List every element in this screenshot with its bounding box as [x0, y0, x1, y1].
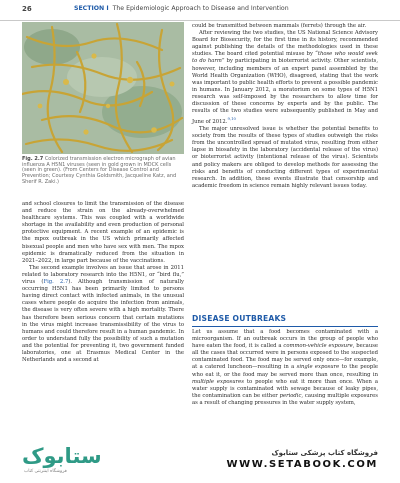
paragraph-text: ). Although transmission of naturally occurring H5N1 has been primarily limited to persons having direct contact with infected animals, in the unusual cases where people do acquire the infection from animals, the disease is very often severe with a high mortality. There has therefore been serious concern that certain mutations in the virus might increase transmissibility of the virus to humans and could therefore result in a human pandemic. In order to understand fully the possibility of such a mutation and the potential for preventing it, two government funded laboratories, one at Erasmus Medical Center in the Netherlands and a second at	[22, 279, 185, 364]
figure-caption	[22, 157, 184, 186]
watermark-brand: ستابوک	[22, 444, 102, 468]
right-column	[192, 23, 378, 190]
paragraph-text: The second example involves an issue that arose in 2011 related to laboratory research into the H5N1, or “bird flu,” virus (	[22, 264, 184, 286]
left-column	[22, 201, 184, 364]
virus-micrograph-figure	[22, 22, 184, 154]
page-number: 26	[22, 5, 32, 13]
italic-term: single exposure	[296, 364, 340, 371]
outbreaks-text	[192, 329, 378, 407]
watermark-tagline: فروشگاه اینترنتی کتاب	[24, 469, 67, 474]
paragraph	[192, 30, 378, 126]
citation-marker[interactable]: 9,10	[227, 116, 236, 122]
paragraph-text: After reviewing the two studies, the US National Science Advisory Board for Biosecurity, for the first time in its history, recommended against publishing the details of the methodologies used in these studies. The board cited potential misuse by “	[192, 30, 378, 58]
italic-term: periodic	[279, 392, 302, 399]
paragraph-text: ” by participating in bioterrorist activity. Other scientists, however, including members of an expert panel assembled by the World Health Organization (WHO), disagreed, stating that the work was important to public health efforts to prevent a possible pandemic in humans. In January 2012, a moratorium on some types of H5N1 research was self-imposed by the researchers to allow time for discussion of these concerns by experts and by the public. The results of the two studies were subsequently published in May and June of 2012.	[192, 58, 378, 125]
paragraph: The major unresolved issue is whether the potential benefits to society from the results of these types of studies outweigh the risks from the uncontrolled spread of mutated virus, resulting from either lapse in biosafety in the laboratory (accidental release of the virus) or bioterrorist activity (intentional release of the virus). Scientists and policy makers are obliged to develop methods for assessing the risks and benefits of conducting different types of experimental research. In addition, these events illustrate that censorship and academic freedom in science remain highly relevant issues today.	[192, 126, 378, 189]
paragraph-text: to people who eat it more than once. When a water supply is contaminated with sewage because of leaky pipes, the contamination can be either	[192, 378, 378, 399]
italic-term: common-vehicle exposure	[283, 343, 353, 350]
quoted-phrase: those who would seek to do harm	[192, 51, 378, 65]
paragraph-text: , because all the cases that occurred were in persons exposed to the suspected contaminated food. The food may be served only once—for example, at a catered luncheon—resulting in a	[192, 343, 378, 371]
figure-reference-link[interactable]: Fig. 2.7	[43, 279, 69, 286]
watermark-store	[227, 449, 378, 470]
italic-term: multiple exposures	[192, 378, 244, 385]
section-label: SECTION I	[74, 5, 109, 12]
figure-caption-text: Colorized transmission electron micrograph of avian influenza A H5N1 viruses (seen in gold grown in MDCK cells (seen in green). (From Centers for Disease Control and Prevention; Courtesy Cynthia Goldsmith, Jacqueline Katz, and Sherif R. Zaki.)	[22, 156, 177, 185]
running-head	[74, 5, 289, 12]
section-heading: DISEASE OUTBREAKS	[192, 314, 378, 327]
paragraph	[192, 329, 378, 407]
paragraph: could be transmitted between mammals (ferrets) through the air.	[192, 23, 367, 29]
figure-label: Fig. 2.7	[22, 156, 44, 162]
watermark-logo	[22, 444, 102, 480]
paragraph-text: Let us assume that a food becomes contaminated with a microorganism. If an outbreak occurs in the group of people who have eaten the food, it is called a	[192, 329, 378, 350]
watermark-store-name: فروشگاه کتاب پزشکی ستابوک	[271, 449, 378, 457]
paragraph	[22, 265, 184, 364]
paragraph-text: , causing multiple exposures as a result of changing pressures in the water supply system,	[192, 392, 378, 406]
running-header	[0, 0, 400, 21]
micrograph-image	[22, 22, 184, 154]
section-title: The Epidemiologic Approach to Disease and Intervention	[112, 5, 289, 12]
watermark-url[interactable]: WWW.SETABOOK.COM	[226, 459, 378, 470]
paragraph-text: to the people who eat it, or the food may be served more than once, resulting in	[192, 364, 378, 378]
paragraph: and school closures to limit the transmission of the disease and reduce the strain on the already-overwhelmed healthcare systems. This was coupled with a worldwide shortage in the availability and even production of personal protective equipment. A recent example of an epidemic is the mpox outbreak in the US which primarily affected bisexual people and men who have sex with men. The mpox epidemic is dramatically reduced from the situation in 2021–2022, in large part because of the vaccinations.	[22, 201, 184, 264]
